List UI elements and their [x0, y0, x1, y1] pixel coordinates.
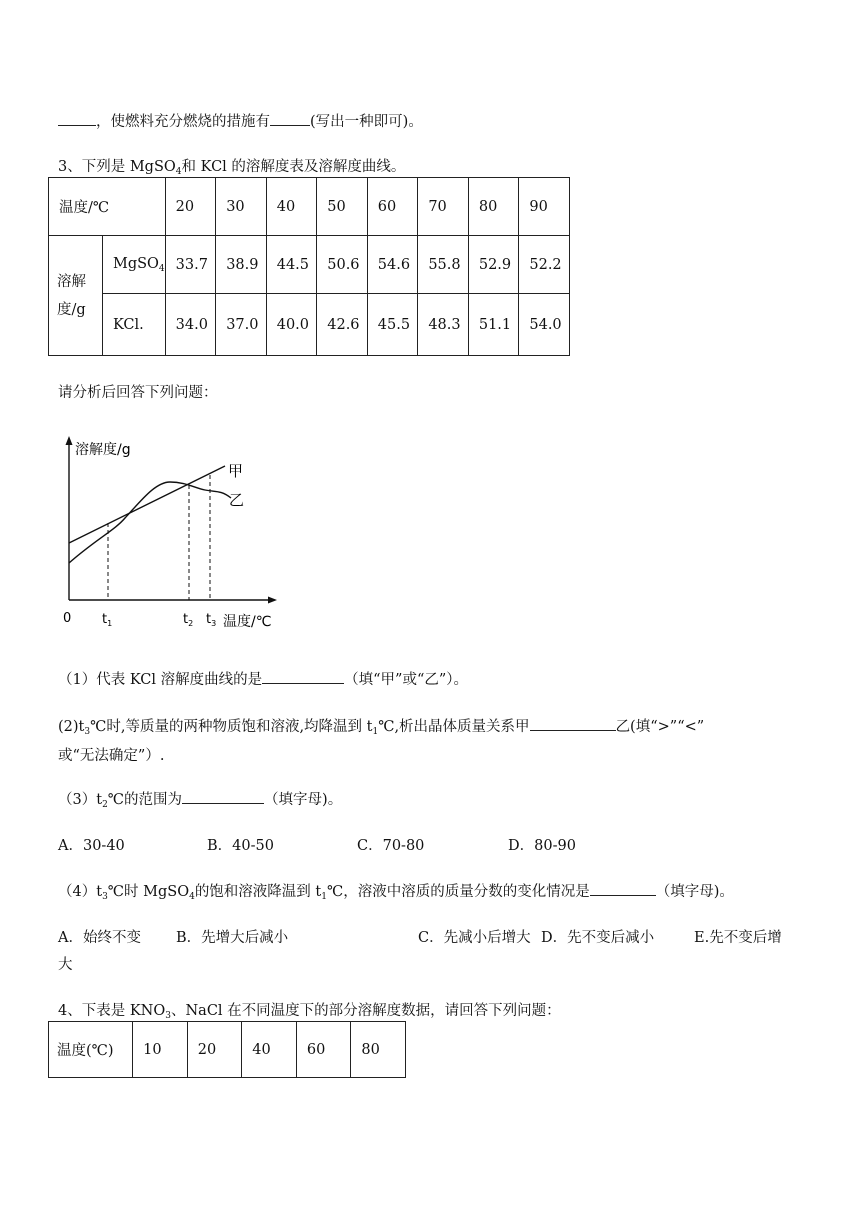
header-cell: 温度/℃: [49, 178, 166, 236]
temp-cell: 40: [266, 178, 317, 236]
answer-blank: [530, 716, 616, 731]
answer-blank: [182, 789, 264, 804]
value-cell: 52.9: [468, 236, 519, 294]
sub-question-2-cont: 或“无法确定”）.: [58, 748, 165, 764]
temp-cell: 60: [367, 178, 418, 236]
question-3-heading: 3、下列是 MgSO$_4$和 KCl 的溶解度表及溶解度曲线。: [58, 159, 406, 177]
value-cell: 52.2: [519, 236, 570, 294]
value-cell: 54.6: [367, 236, 418, 294]
table-row: [49, 1022, 406, 1078]
curve-yi-label: 乙: [229, 491, 245, 509]
solubility-curve-figure: [55, 430, 295, 640]
value-cell: 45.5: [367, 294, 418, 356]
mgso4-label-cell: MgSO$_4$: [102, 236, 165, 294]
temp-cell: 80: [468, 178, 519, 236]
t1-label: $t_1$: [102, 612, 113, 628]
temp-cell: 90: [519, 178, 570, 236]
option-e: E.先不变后增: [694, 930, 782, 946]
y-axis-label: 溶解度/g: [75, 442, 131, 458]
t3-label: $t_3$: [206, 612, 217, 628]
temp-cell: 60: [296, 1022, 351, 1078]
value-cell: 34.0: [165, 294, 216, 356]
value-cell: 40.0: [266, 294, 317, 356]
solubility-table: [48, 177, 570, 356]
option-c: C．先减小后增大: [418, 930, 531, 946]
value-cell: 38.9: [216, 236, 267, 294]
temp-cell: 70: [418, 178, 469, 236]
temp-cell: 80: [351, 1022, 406, 1078]
sub-question-4: $(4)t_3℃$时 MgSO$_4$的饱和溶液降温到 $t_1℃$，溶液中溶质的质量分数的变化情况是 （填字母)。: [58, 880, 734, 902]
kno3-nacl-table: [48, 1021, 406, 1078]
option-a: A．始终不变: [58, 930, 141, 946]
table-row: [49, 294, 570, 356]
y-axis-arrow: [66, 436, 73, 445]
curve-yi: [69, 482, 231, 563]
temp-cell: 50: [317, 178, 368, 236]
option-d: D．80-90: [508, 838, 576, 854]
sub-question-3: $(3)t_2℃$的范围为 （填字母)。: [58, 788, 342, 810]
x-axis-label: 温度/℃: [223, 614, 272, 630]
table-row: [49, 178, 570, 236]
value-cell: 48.3: [418, 294, 469, 356]
question-4-heading: 4、下表是 $KNO_3$、NaCl 在不同温度下的部分溶解度数据，请回答下列问题：: [58, 1003, 561, 1021]
answer-blank: [58, 111, 96, 126]
value-cell: 54.0: [519, 294, 570, 356]
value-cell: 44.5: [266, 236, 317, 294]
value-cell: 55.8: [418, 236, 469, 294]
answer-blank: [590, 881, 656, 896]
temp-cell: 30: [216, 178, 267, 236]
option-c: C．70-80: [357, 838, 425, 854]
value-cell: 37.0: [216, 294, 267, 356]
temp-cell: 20: [187, 1022, 242, 1078]
curve-jia-label: 甲: [228, 462, 244, 480]
value-cell: 50.6: [317, 236, 368, 294]
temp-cell: 40: [242, 1022, 297, 1078]
sub-question-2: $(2)t_3℃$时,等质量的两种物质饱和溶液,均降温到 $t_1℃$,析出晶体质量关系甲 乙(填“>”“<”: [58, 715, 704, 737]
curve-jia: [69, 466, 225, 543]
option-b: B．40-50: [207, 838, 274, 854]
row-group-cell: 溶解 度/g: [49, 236, 103, 356]
value-cell: 42.6: [317, 294, 368, 356]
x-axis-arrow: [268, 597, 277, 604]
option-d: D．先不变后减小: [541, 930, 655, 946]
answer-blank: [270, 111, 310, 126]
line-fuel: ，使燃料充分燃烧的措施有 (写出一种即可)。: [58, 110, 423, 131]
origin-label: 0: [63, 611, 72, 626]
value-cell: 51.1: [468, 294, 519, 356]
option-e-wrap: 大: [58, 957, 73, 973]
temp-cell: 10: [133, 1022, 188, 1078]
option-a: A．30-40: [58, 838, 125, 854]
value-cell: 33.7: [165, 236, 216, 294]
temp-cell: 20: [165, 178, 216, 236]
t2-label: $t_2$: [183, 612, 194, 628]
header-cell: 温度(℃): [49, 1022, 133, 1078]
table-row: [49, 236, 570, 294]
sub-question-1: （1）代表 KCl 溶解度曲线的是 （填“甲”或“乙”）。: [58, 668, 468, 689]
instruction: 请分析后回答下列问题：: [58, 385, 218, 401]
option-b: B．先增大后减小: [176, 930, 289, 946]
kcl-label-cell: KCl.: [102, 294, 165, 356]
answer-blank: [262, 669, 344, 684]
